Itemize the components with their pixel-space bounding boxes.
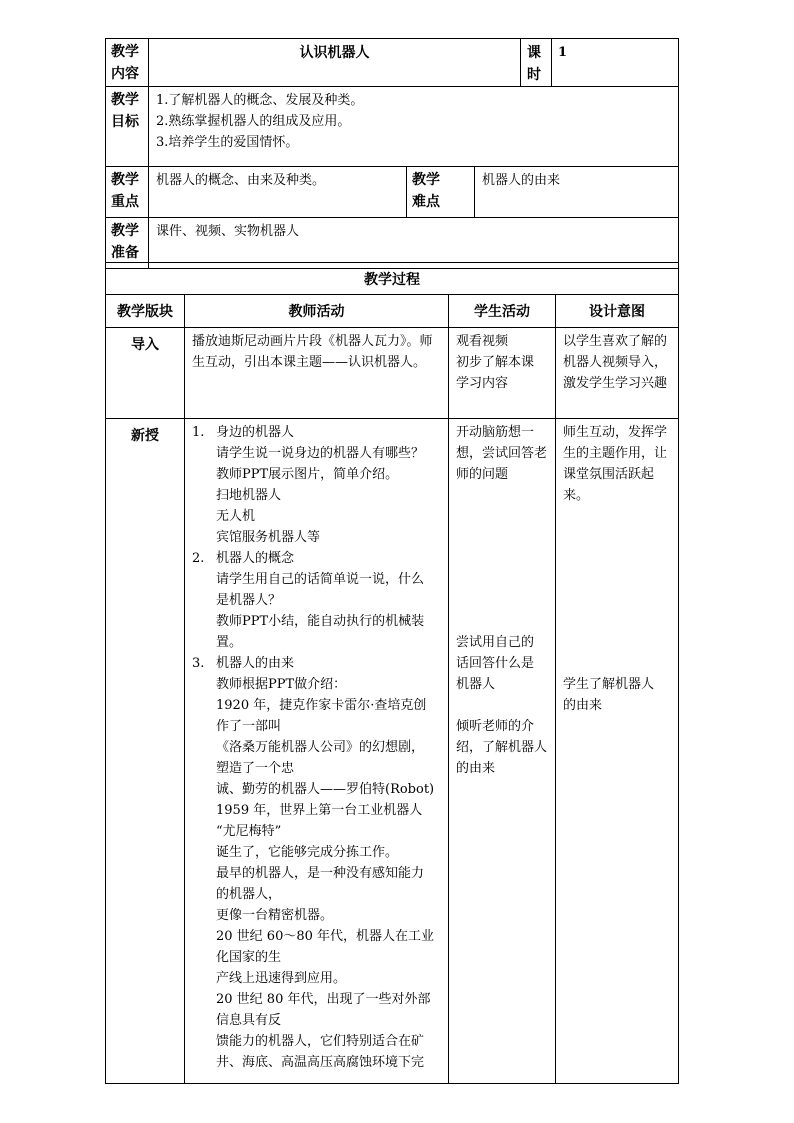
prep-label: 教学 准备 bbox=[106, 218, 149, 269]
teaching-item: 3. 机器人的由来 教师根据PPT做介绍： 1920 年，捷克作家卡雷尔·查培克创 作了一部叫 《洛桑万能机器人公司》的幻想剧， 塑造了一个忠 诚、勤劳的机器人——罗伯特(Robot) 1959 年，世界上第一台工业机器人 “尤尼梅特” 诞生了，它能够完成分拣工作。 最早的机器人，是一种没有感知能力 的机器人， 更像一台精密机器。 20 世纪 60～80 年代，机器人在工业 化国家的生 产线上迅速得到应用。 20 世纪 80 年代，出现了一些对外部 信息具有反 馈能力的机器人，它们特别适合在矿 井、海底、高温高压高腐蚀环境下完 bbox=[192, 653, 442, 1073]
difficulty-text: 机器人的由来 bbox=[475, 167, 679, 218]
new-lesson-design-intent: 师生互动，发挥学 生的主题作用，让 课堂氛围活跃起 来。 学生了解机器人 的由来 bbox=[556, 419, 679, 1084]
period-label: 课时 bbox=[521, 39, 552, 87]
goal-item: 2.熟练掌握机器人的组成及应用。 bbox=[156, 114, 351, 129]
intro-teacher-activity: 播放迪斯尼动画片片段《机器人瓦力》。师生互动，引出本课主题——认识机器人。 bbox=[185, 328, 449, 419]
key-row bbox=[106, 167, 679, 218]
column-header: 设计意图 bbox=[556, 295, 679, 328]
new-lesson-student-activity: 开动脑筋想一 想，尝试回答老 师的问题 尝试用自己的 话回答什么是 机器人 倾听老师的介 绍，了解机器人 的由来 bbox=[449, 419, 556, 1084]
process-title-row bbox=[106, 263, 679, 295]
content-row bbox=[106, 39, 679, 87]
intro-student-activity: 观看视频 初步了解本课 学习内容 bbox=[449, 328, 556, 419]
difficulty-label: 教学 难点 bbox=[407, 167, 475, 218]
lesson-info-table bbox=[105, 38, 679, 269]
teaching-process-table bbox=[105, 262, 679, 1084]
section-new-lesson: 新授 bbox=[106, 419, 185, 1084]
item-title: 机器人的概念 bbox=[216, 551, 295, 566]
goal-item: 1.了解机器人的概念、发展及种类。 bbox=[156, 93, 364, 108]
teaching-item: 1. 身边的机器人 请学生说一说身边的机器人有哪些？ 教师PPT展示图片，简单介绍。 扫地机器人 无人机 宾馆服务机器人等 bbox=[192, 422, 442, 548]
column-header: 教学版块 bbox=[106, 295, 185, 328]
process-title: 教学过程 bbox=[106, 263, 679, 295]
preparation-text: 课件、视频、实物机器人 bbox=[149, 218, 679, 269]
goals-list bbox=[149, 87, 679, 167]
column-header: 教师活动 bbox=[185, 295, 449, 328]
item-title: 身边的机器人 bbox=[216, 425, 295, 440]
prep-row bbox=[106, 218, 679, 269]
goals-row bbox=[106, 87, 679, 167]
goal-item: 3.培养学生的爱国情怀。 bbox=[156, 135, 299, 150]
key-points: 机器人的概念、由来及种类。 bbox=[149, 167, 407, 218]
period-value: 1 bbox=[552, 39, 679, 87]
content-label: 教学 内容 bbox=[106, 39, 149, 87]
process-header-row bbox=[106, 295, 679, 328]
teaching-item: 2. 机器人的概念 请学生用自己的话简单说一说，什么 是机器人？ 教师PPT小结，能自动执行的机械装 置。 bbox=[192, 548, 442, 653]
intro-design-intent: 以学生喜欢了解的机器人视频导入，激发学生学习兴趣 bbox=[556, 328, 679, 419]
key-label: 教学 重点 bbox=[106, 167, 149, 218]
column-header: 学生活动 bbox=[449, 295, 556, 328]
intro-row bbox=[106, 328, 679, 419]
item-title: 机器人的由来 bbox=[216, 656, 295, 671]
goals-label: 教学 目标 bbox=[106, 87, 149, 167]
section-intro: 导入 bbox=[106, 328, 185, 419]
new-lesson-row bbox=[106, 419, 679, 1084]
new-lesson-teacher-activity bbox=[185, 419, 449, 1084]
lesson-title: 认识机器人 bbox=[149, 39, 521, 87]
